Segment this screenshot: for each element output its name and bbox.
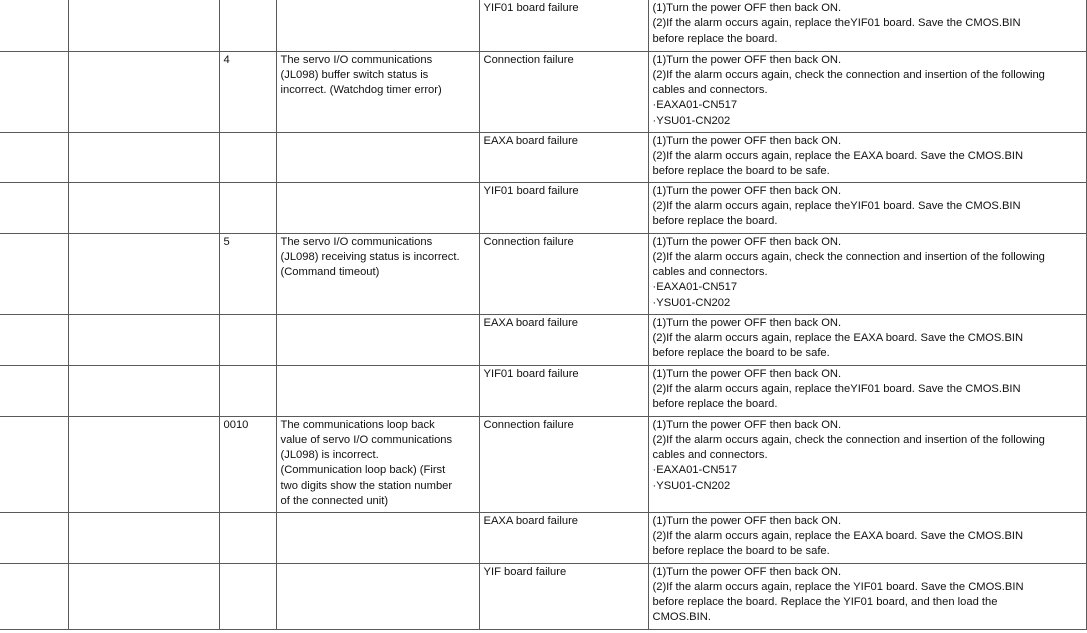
cause-cell: EAXA board failure bbox=[479, 132, 648, 182]
sub-code-cell bbox=[219, 365, 276, 416]
remedy-cell: (1)Turn the power OFF then back ON. (2)If the alarm occurs again, replace the YIF01 board. Save the CMOS.BIN before replace the board. Replace the YIF01 board, and then load the CMOS.BIN. bbox=[648, 563, 1086, 629]
sub-code-cell bbox=[219, 0, 276, 51]
sub-code-cell bbox=[219, 512, 276, 563]
remedy-cell: (1)Turn the power OFF then back ON. (2)If the alarm occurs again, check the connection and insertion of the following cables and connectors. ·EAXA01-CN517 ·YSU01-CN202 bbox=[648, 233, 1086, 314]
table-row bbox=[0, 365, 1086, 416]
alarm-number-cell bbox=[0, 314, 68, 365]
sub-code-cell bbox=[219, 563, 276, 629]
alarm-message-cell bbox=[68, 233, 219, 314]
sub-code-cell bbox=[219, 314, 276, 365]
remedy-cell: (1)Turn the power OFF then back ON. (2)If the alarm occurs again, replace the EAXA board. Save the CMOS.BIN before replace the board to be safe. bbox=[648, 512, 1086, 563]
cause-cell: YIF01 board failure bbox=[479, 0, 648, 51]
table-row bbox=[0, 512, 1086, 563]
table-row bbox=[0, 233, 1086, 314]
cause-cell: YIF01 board failure bbox=[479, 365, 648, 416]
sub-code-cell bbox=[219, 182, 276, 233]
table-row bbox=[0, 416, 1086, 512]
remedy-cell: (1)Turn the power OFF then back ON. (2)If the alarm occurs again, check the connection and insertion of the following cables and connectors. ·EAXA01-CN517 ·YSU01-CN202 bbox=[648, 51, 1086, 132]
sub-code-cell bbox=[219, 132, 276, 182]
remedy-cell: (1)Turn the power OFF then back ON. (2)If the alarm occurs again, replace the EAXA board. Save the CMOS.BIN before replace the board to be safe. bbox=[648, 314, 1086, 365]
sub-code-meaning-cell bbox=[276, 182, 479, 233]
alarm-message-cell bbox=[68, 182, 219, 233]
table-row bbox=[0, 0, 1086, 51]
alarm-number-cell bbox=[0, 416, 68, 512]
table-row bbox=[0, 563, 1086, 629]
sub-code-meaning-cell bbox=[276, 512, 479, 563]
remedy-cell: (1)Turn the power OFF then back ON. (2)If the alarm occurs again, check the connection and insertion of the following cables and connectors. ·EAXA01-CN517 ·YSU01-CN202 bbox=[648, 416, 1086, 512]
alarm-message-cell bbox=[68, 563, 219, 629]
table-row bbox=[0, 51, 1086, 132]
remedy-cell: (1)Turn the power OFF then back ON. (2)If the alarm occurs again, replace theYIF01 board. Save the CMOS.BIN before replace the board. bbox=[648, 0, 1086, 51]
cause-cell: EAXA board failure bbox=[479, 314, 648, 365]
sub-code-meaning-cell bbox=[276, 132, 479, 182]
alarm-message-cell bbox=[68, 132, 219, 182]
cause-cell: EAXA board failure bbox=[479, 512, 648, 563]
remedy-cell: (1)Turn the power OFF then back ON. (2)If the alarm occurs again, replace theYIF01 board. Save the CMOS.BIN before replace the board. bbox=[648, 182, 1086, 233]
alarm-number-cell bbox=[0, 51, 68, 132]
sub-code-meaning-cell bbox=[276, 314, 479, 365]
sub-code-meaning-cell: The communications loop back value of servo I/O communications (JL098) is incorrect. (Communication loop back) (First two digits show the station number of the connected unit) bbox=[276, 416, 479, 512]
alarm-number-cell bbox=[0, 512, 68, 563]
alarm-number-cell bbox=[0, 132, 68, 182]
sub-code-meaning-cell bbox=[276, 563, 479, 629]
alarm-message-cell bbox=[68, 512, 219, 563]
sub-code-cell: 0010 bbox=[219, 416, 276, 512]
table-row bbox=[0, 314, 1086, 365]
sub-code-meaning-cell bbox=[276, 365, 479, 416]
alarm-number-cell bbox=[0, 182, 68, 233]
alarm-number-cell bbox=[0, 0, 68, 51]
alarm-message-cell bbox=[68, 314, 219, 365]
alarm-message-cell bbox=[68, 51, 219, 132]
alarm-message-cell bbox=[68, 0, 219, 51]
sub-code-meaning-cell bbox=[276, 0, 479, 51]
cause-cell: Connection failure bbox=[479, 233, 648, 314]
sub-code-cell: 4 bbox=[219, 51, 276, 132]
sub-code-meaning-cell: The servo I/O communications (JL098) receiving status is incorrect. (Command timeout) bbox=[276, 233, 479, 314]
sub-code-cell: 5 bbox=[219, 233, 276, 314]
sub-code-meaning-cell: The servo I/O communications (JL098) buffer switch status is incorrect. (Watchdog timer error) bbox=[276, 51, 479, 132]
table-row bbox=[0, 182, 1086, 233]
remedy-cell: (1)Turn the power OFF then back ON. (2)If the alarm occurs again, replace theYIF01 board. Save the CMOS.BIN before replace the board. bbox=[648, 365, 1086, 416]
cause-cell: Connection failure bbox=[479, 416, 648, 512]
alarm-message-cell bbox=[68, 416, 219, 512]
remedy-cell: (1)Turn the power OFF then back ON. (2)If the alarm occurs again, replace the EAXA board. Save the CMOS.BIN before replace the board to be safe. bbox=[648, 132, 1086, 182]
cause-cell: YIF board failure bbox=[479, 563, 648, 629]
cause-cell: Connection failure bbox=[479, 51, 648, 132]
alarm-number-cell bbox=[0, 563, 68, 629]
alarm-number-cell bbox=[0, 233, 68, 314]
cause-cell: YIF01 board failure bbox=[479, 182, 648, 233]
alarm-message-cell bbox=[68, 365, 219, 416]
alarm-number-cell bbox=[0, 365, 68, 416]
table-row bbox=[0, 132, 1086, 182]
